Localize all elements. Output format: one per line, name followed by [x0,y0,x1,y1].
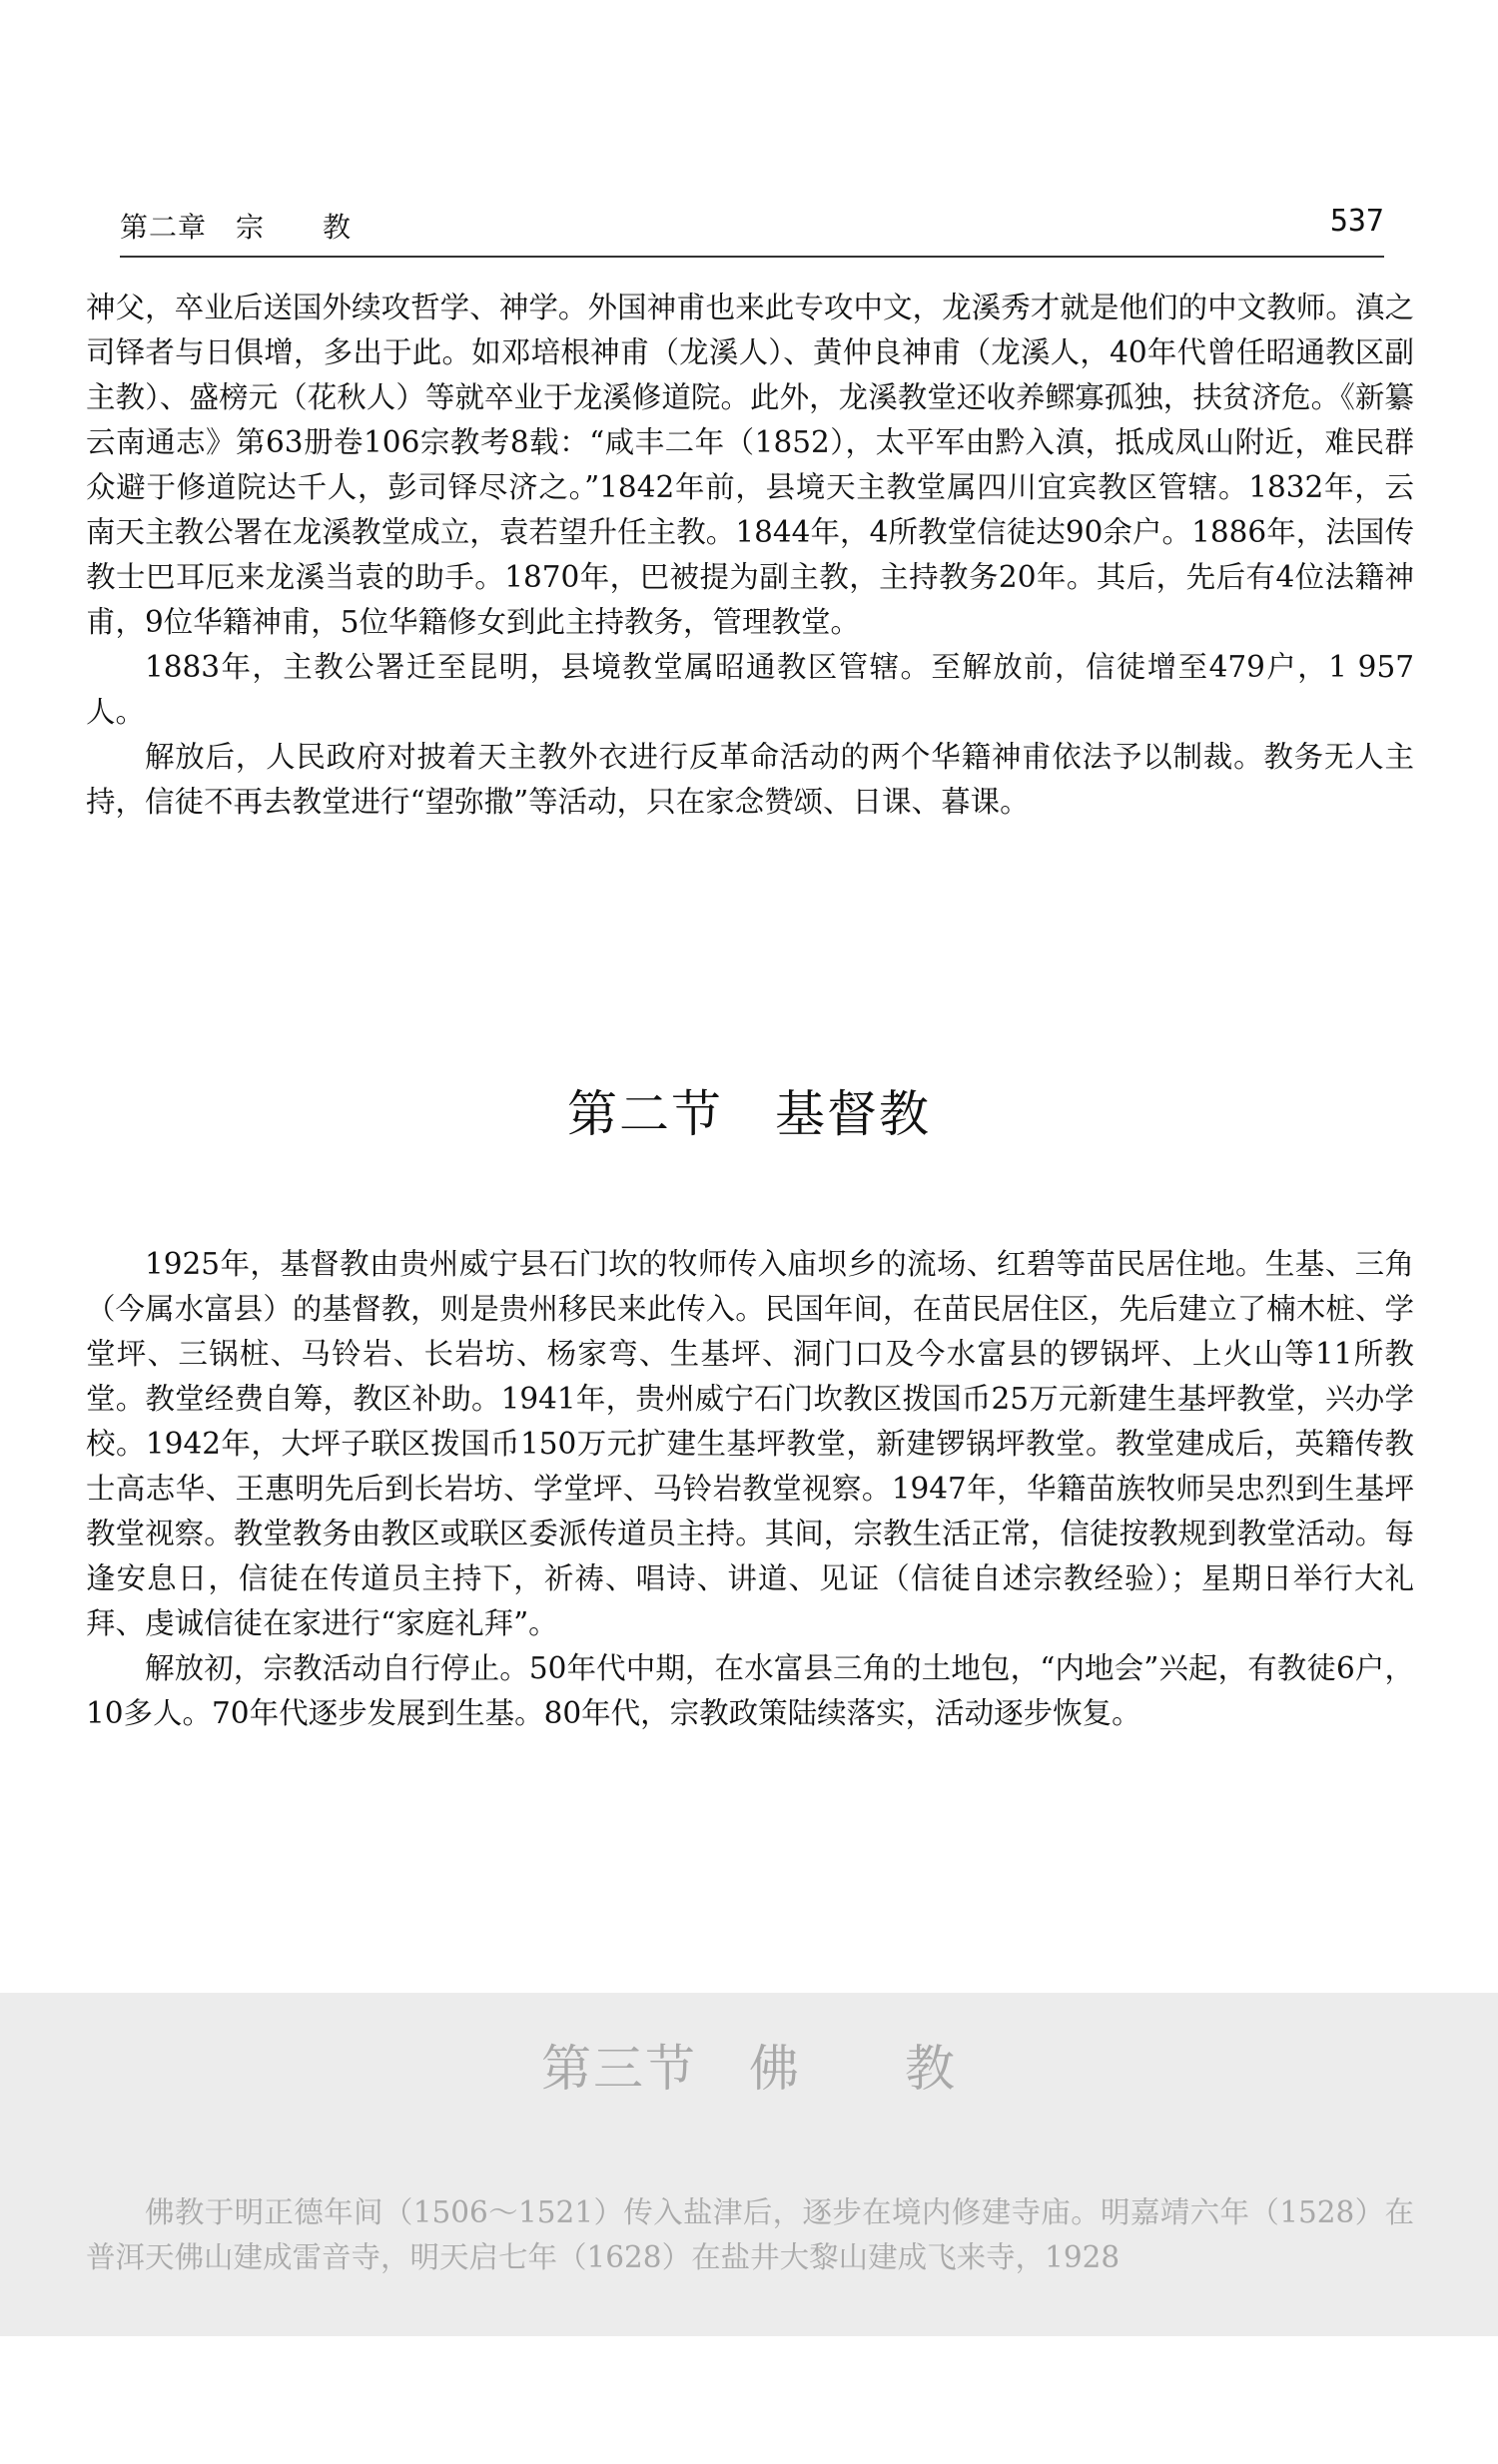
christianity-section-body [86,1242,1414,1736]
paragraph: 神父，卒业后送国外续攻哲学、神学。外国神甫也来此专攻中文，龙溪秀才就是他们的中文教师。滇之司铎者与日俱增，多出于此。如邓培根神甫（龙溪人）、黄仲良神甫（龙溪人，40年代曾任昭通教区副主教）、盛榜元（花秋人）等就卒业于龙溪修道院。此外，龙溪教堂还收养鳏寡孤独，扶贫济危。《新纂云南通志》第63册卷106宗教考8载：“咸丰二年（1852），太平军由黔入滇，抵成凤山附近，难民群众避于修道院达千人，彭司铎尽济之。”1842年前，县境天主教堂属四川宜宾教区管辖。1832年，云南天主教公署在龙溪教堂成立，袁若望升任主教。1844年，4所教堂信徒达90余户。1886年，法国传教士巴耳厄来龙溪当袁的助手。1870年，巴被提为副主教，主持教务20年。其后，先后有4位法籍神甫，9位华籍神甫，5位华籍修女到此主持教务，管理教堂。 [86,291,1414,639]
catholic-section-body [86,286,1414,825]
section-title-buddhism: 第三节 佛 教 [541,2040,957,2098]
chapter-title: 第二章 宗 教 [120,211,353,244]
paragraph: 佛教于明正德年间（1506～1521）传入盐津后，逐步在境内修建寺庙。明嘉靖六年（1528）在普洱天佛山建成雷音寺，明天启七年（1628）在盐井大黎山建成飞来寺，1928 [86,2195,1414,2274]
running-header [120,196,1384,258]
paragraph: 解放初，宗教活动自行停止。50年代中期，在水富县三角的土地包，“内地会”兴起，有教徒6户，10多人。70年代逐步发展到生基。80年代，宗教政策陆续落实，活动逐步恢复。 [86,1651,1414,1730]
buddhism-section-body [86,2190,1414,2280]
page-number: 537 [1329,204,1384,239]
paragraph: 1925年，基督教由贵州威宁县石门坎的牧师传入庙坝乡的流场、红碧等苗民居住地。生基、三角（今属水富县）的基督教，则是贵州移民来此传入。民国年间，在苗民居住区，先后建立了楠木桩、学堂坪、三锅桩、马铃岩、长岩坊、杨家弯、生基坪、洞门口及今水富县的锣锅坪、上火山等11所教堂。教堂经费自筹，教区补助。1941年，贵州威宁石门坎教区拨国币25万元新建生基坪教堂，兴办学校。1942年，大坪子联区拨国币150万元扩建生基坪教堂，新建锣锅坪教堂。教堂建成后，英籍传教士高志华、王惠明先后到长岩坊、学堂坪、马铃岩教堂视察。1947年，华籍苗族牧师吴忠烈到生基坪教堂视察。教堂教务由教区或联区委派传道员主持。其间，宗教生活正常，信徒按教规到教堂活动。每逢安息日，信徒在传道员主持下，祈祷、唱诗、讲道、见证（信徒自述宗教经验）；星期日举行大礼拜、虔诚信徒在家进行“家庭礼拜”。 [86,1247,1414,1640]
paragraph: 1883年，主教公署迁至昆明，县境教堂属昭通教区管辖。至解放前，信徒增至479户，1 957人。 [86,650,1414,729]
paragraph: 解放后，人民政府对披着天主教外衣进行反革命活动的两个华籍神甫依法予以制裁。教务无人主持，信徒不再去教堂进行“望弥撒”等活动，只在家念赞颂、日课、暮课。 [86,740,1414,819]
section-title-christianity: 第二节 基督教 [567,1085,931,1143]
